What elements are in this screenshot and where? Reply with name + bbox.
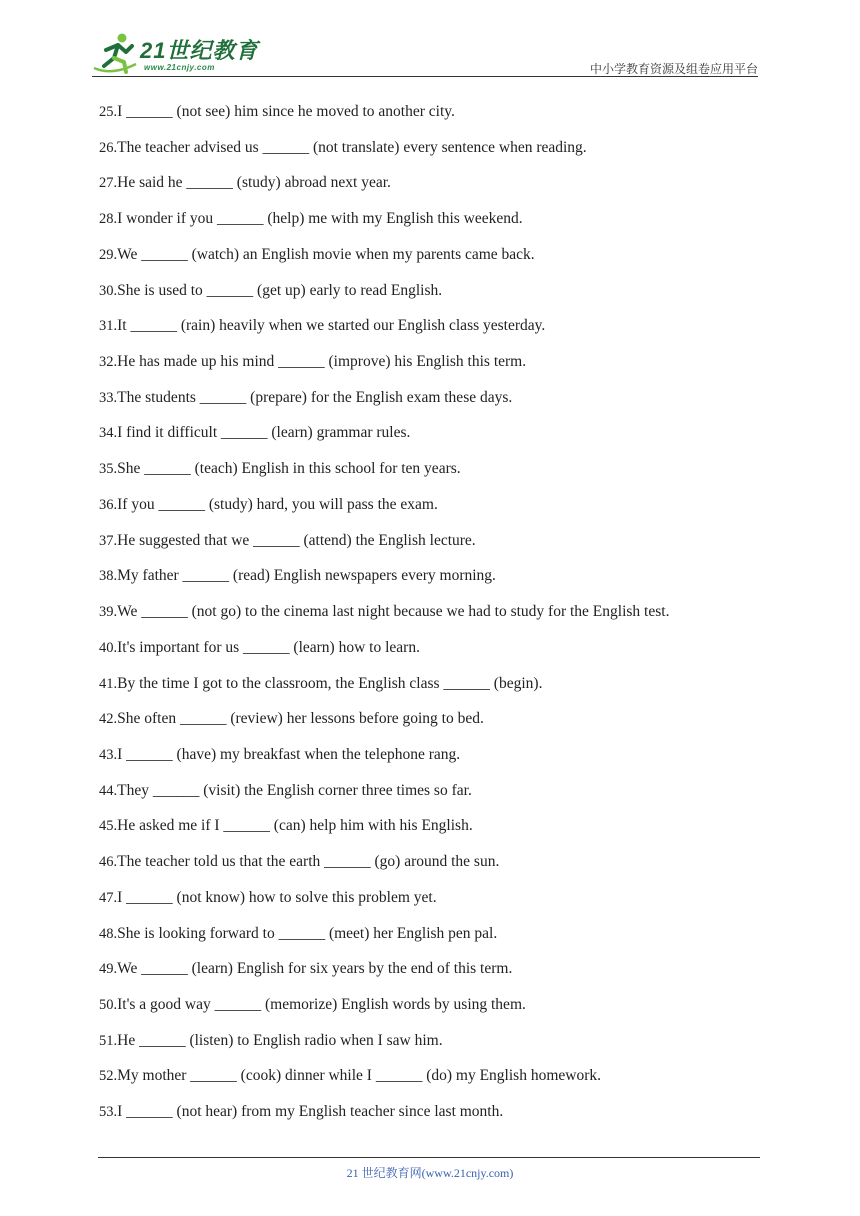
question-number: 48. [99,925,118,942]
question-number: 53. [99,1104,118,1121]
question-text: I find it difficult ______ (learn) grammar rules. [117,424,411,442]
question-item [99,705,779,741]
question-text: It's a good way ______ (memorize) English words by using them. [117,995,526,1013]
question-number: 52. [99,1068,118,1085]
question-item [99,134,779,170]
question-item [99,241,779,277]
question-text: She is looking forward to ______ (meet) her English pen pal. [117,924,498,942]
question-number: 33. [99,389,118,406]
question-item [99,455,779,491]
question-item [99,884,779,920]
question-text: The students ______ (prepare) for the English exam these days. [117,388,513,406]
question-text: I ______ (have) my breakfast when the telephone rang. [117,745,461,763]
question-number: 25. [99,104,118,120]
question-number: 42. [99,711,118,728]
question-text: They ______ (visit) the English corner three times so far. [117,781,472,799]
question-item [99,312,779,348]
question-list [99,98,779,1134]
question-number: 36. [99,496,118,513]
question-number: 26. [99,139,118,156]
question-number: 39. [99,604,118,621]
question-text: If you ______ (study) hard, you will pass the exam. [117,495,438,513]
question-text: He suggested that we ______ (attend) the English lecture. [117,531,476,549]
question-number: 30. [99,282,118,299]
question-item [99,991,779,1027]
question-text: She is used to ______ (get up) early to read English. [117,281,443,299]
question-text: We ______ (watch) an English movie when my parents came back. [117,245,535,263]
question-item [99,562,779,598]
logo-title: 21世纪教育 [140,38,259,63]
footer-divider [98,1157,760,1158]
question-item [99,1062,779,1098]
question-item [99,384,779,420]
question-item [99,348,779,384]
footer-link[interactable]: 21 世纪教育网(www.21cnjy.com) [346,1166,514,1180]
question-number: 32. [99,354,118,371]
question-item [99,491,779,527]
question-number: 46. [99,854,118,871]
question-number: 41. [99,675,118,692]
question-text: By the time I got to the classroom, the English class ______ (begin). [117,674,543,692]
logo-url: www.21cnjy.com [144,63,215,72]
question-item [99,848,779,884]
question-number: 45. [99,818,118,835]
question-number: 29. [99,246,118,263]
question-item [99,419,779,455]
question-item [99,670,779,706]
question-text: My father ______ (read) English newspapers every morning. [117,567,496,585]
question-number: 31. [99,318,118,335]
question-item [99,169,779,205]
site-logo[interactable] [92,30,267,76]
question-number: 28. [99,211,118,228]
question-text: The teacher advised us ______ (not translate) every sentence when reading. [117,138,587,156]
question-number: 44. [99,782,118,799]
question-number: 34. [99,425,118,442]
question-text: We ______ (not go) to the cinema last night because we had to study for the English test. [117,603,670,621]
question-text: The teacher told us that the earth ______ (go) around the sun. [117,853,500,871]
question-item [99,955,779,991]
question-item [99,812,779,848]
question-item [99,527,779,563]
question-text: I ______ (not hear) from my English teacher since last month. [117,1103,504,1121]
question-number: 37. [99,532,118,549]
question-number: 27. [99,175,118,192]
question-text: I ______ (not know) how to solve this problem yet. [117,888,437,906]
question-item [99,1027,779,1063]
question-number: 51. [99,1032,118,1049]
question-item [99,634,779,670]
question-number: 49. [99,961,118,978]
question-number: 38. [99,568,118,585]
question-item [99,205,779,241]
question-text: I wonder if you ______ (help) me with my English this weekend. [117,210,523,228]
question-text: It ______ (rain) heavily when we started our English class yesterday. [117,317,546,335]
question-item [99,598,779,634]
page-header [92,30,760,78]
question-item [99,920,779,956]
question-text: He has made up his mind ______ (improve) his English this term. [117,353,527,371]
question-number: 43. [99,746,118,763]
question-text: She ______ (teach) English in this school for ten years. [117,460,461,478]
question-text: She often ______ (review) her lessons before going to bed. [117,710,484,728]
question-text: My mother ______ (cook) dinner while I ______ (do) my English homework. [117,1067,601,1085]
question-number: 35. [99,461,118,478]
question-item [99,98,779,134]
question-number: 50. [99,996,118,1013]
question-text: He asked me if I ______ (can) help him with his English. [117,817,473,835]
question-text: He said he ______ (study) abroad next year. [117,174,391,192]
question-text: He ______ (listen) to English radio when I saw him. [117,1031,443,1049]
platform-tagline: 中小学教育资源及组卷应用平台 [589,62,758,76]
question-item [99,741,779,777]
runner-logo-icon [92,32,140,74]
question-number: 47. [99,889,118,906]
header-divider [92,76,758,77]
question-text: I ______ (not see) him since he moved to another city. [117,103,455,120]
question-text: We ______ (learn) English for six years by the end of this term. [117,960,513,978]
question-item [99,777,779,813]
question-number: 40. [99,639,118,656]
question-text: It's important for us ______ (learn) how to learn. [117,638,420,656]
question-item [99,277,779,313]
question-item [99,1098,779,1134]
